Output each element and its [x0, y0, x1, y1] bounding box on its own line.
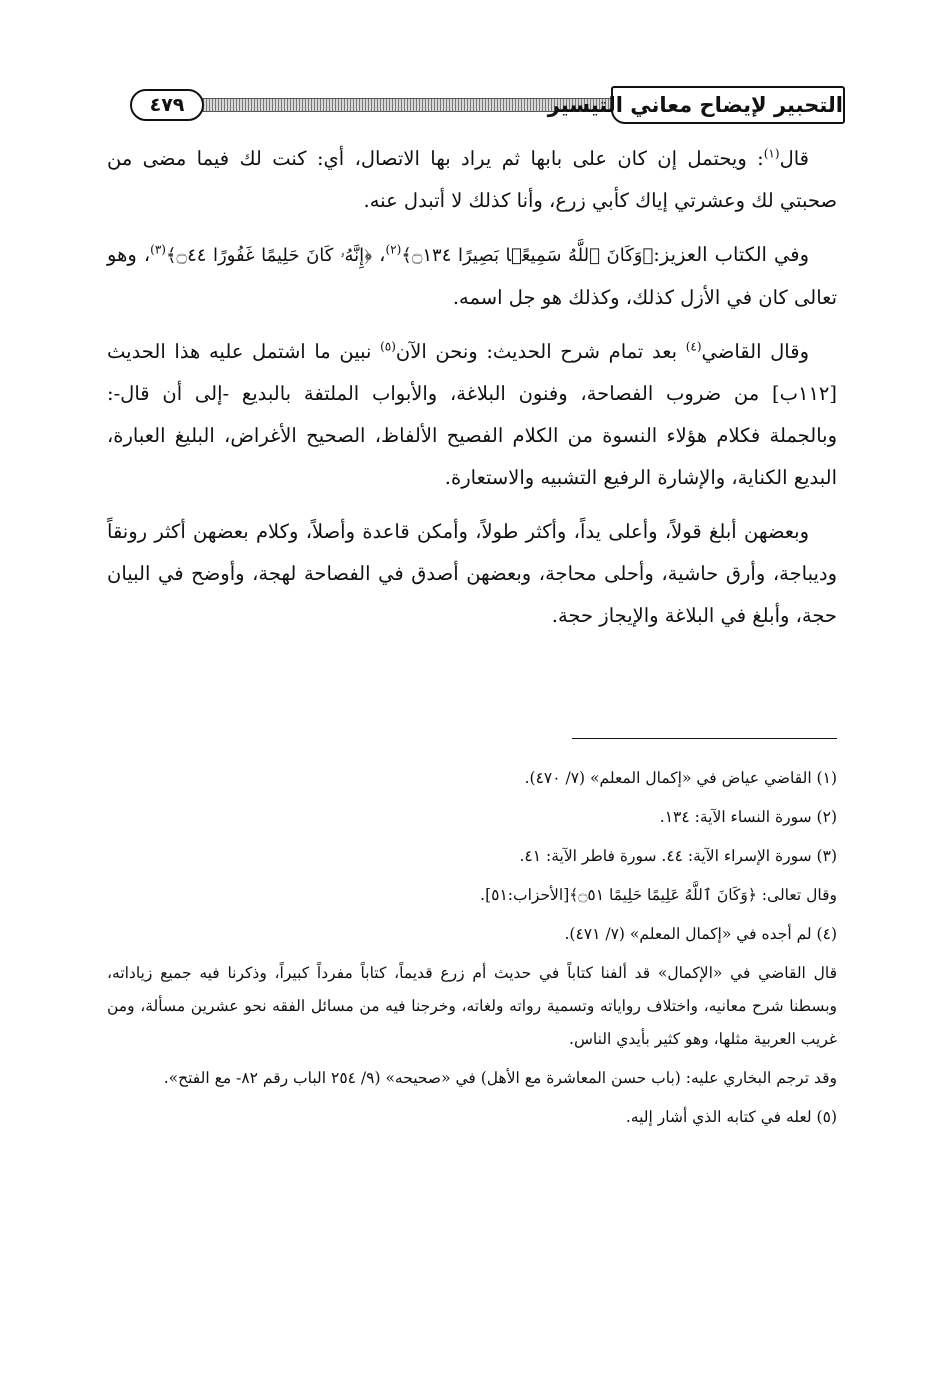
- footnote-ref-4: (٤): [685, 339, 702, 354]
- book-title: التحبير لإيضاح معاني التيسير: [611, 86, 845, 124]
- footnote-3: (٣) سورة الإسراء الآية: ٤٤. سورة فاطر الآية: ٤١.: [519, 847, 837, 865]
- p1-rest: : ويحتمل إن كان على بابها ثم يراد بها الاتصال، أي: كنت لك فيما مضى من صحبتي لك وعشرتي إياك كأبي زرع، وأنا كذلك لا أتبدل عنه.: [107, 147, 837, 212]
- p3-lead: وقال القاضي: [701, 340, 809, 363]
- paragraph-4: وبعضهن أبلغ قولاً، وأعلى يداً، وأكثر طولاً، وأمكن قاعدة وأصلاً، وكلام بعضهن أكثر رونقاً وديباجة، وأرق حاشية، وأحلى محاجة، وبعضهن أصدق في الفصاحة لهجة، وأوضح في البيان حجة، وأبلغ في البلاغة والإيجاز حجة.: [107, 520, 837, 627]
- running-header: [100, 86, 845, 130]
- paragraph-1: [107, 138, 837, 222]
- p1-start: قال: [779, 147, 809, 170]
- page-number: ٤٧٩: [130, 89, 204, 121]
- footnote-4-bukhari: وقد ترجم البخاري عليه: (باب حسن المعاشرة مع الأهل) في «صحيحه» (٩/ ٢٥٤ الباب رقم ٨٢- مع الفتح».: [163, 1069, 837, 1087]
- footnote-2: (٢) سورة النساء الآية: ١٣٤.: [659, 808, 837, 826]
- paragraph-2: [107, 234, 837, 319]
- footnote-separator: [572, 738, 837, 739]
- p2-separator: ،: [372, 243, 386, 266]
- main-text: [107, 138, 837, 649]
- p2-rest: ، وهو تعالى كان في الأزل كذلك، وكذلك هو جل اسمه.: [107, 243, 837, 309]
- footnote-ref-5: (٥): [380, 339, 396, 354]
- footnote-4-continuation: قال القاضي في «الإكمال» قد ألفنا كتاباً في حديث أم زرع قديماً، كتاباً مفرداً كبيراً، وذكرنا فيه جميع زياداته، وبسطنا شرح معانيه، واختلاف رواياته وتسمية رواته ولغاته، وخرجنا فيه من مسائل الفقه نحو عشرين مسألة، ومن غريب العربية مثلها، وهو كثير بأيدي الناس.: [107, 964, 837, 1048]
- footnote-ref-1: (١): [763, 146, 780, 161]
- footnote-3-continuation: وقال تعالى: ﴿وَكَانَ ٱللَّهُ عَلِيمًا حَلِيمًا ۝٥١﴾[الأحزاب:٥١].: [480, 886, 837, 904]
- p2-lead: وفي الكتاب العزيز:: [653, 243, 809, 266]
- p3-rest: نبين ما اشتمل عليه هذا الحديث [١١٢ب] من ضروب الفصاحة، وفنون البلاغة، والأبواب الملتفة بالبديع -إلى أن قال-: وبالجملة فكلام هؤلاء النسوة من الكلام الفصيح الألفاظ، الصحيح الأغراض، البليغ العبارة، البديع الكناية، والإشارة الرفيع التشبيه والاستعارة.: [107, 340, 837, 489]
- footnote-1: (١) القاضي عياض في «إكمال المعلم» (٧/ ٤٧٠).: [524, 769, 837, 787]
- paragraph-3: [107, 331, 837, 499]
- quran-verse-1: ﴿وَكَانَ ٱللَّهُ سَمِيعًۢا بَصِيرًا ۝١٣٤﴾: [401, 245, 654, 266]
- footnote-5: (٥) لعله في كتابه الذي أشار إليه.: [625, 1108, 837, 1126]
- p3-mid: بعد تمام شرح الحديث: ونحن الآن: [395, 340, 686, 363]
- footnote-4: (٤) لم أجده في «إكمال المعلم» (٧/ ٤٧١).: [564, 925, 837, 943]
- quran-verse-2: ﴿إِنَّهُۥ كَانَ حَلِيمًا غَفُورًا ۝٤٤﴾: [165, 245, 373, 266]
- footnote-ref-2: (٢): [385, 242, 402, 257]
- footnote-ref-3: (٣): [150, 242, 166, 257]
- footnotes: [107, 762, 837, 1140]
